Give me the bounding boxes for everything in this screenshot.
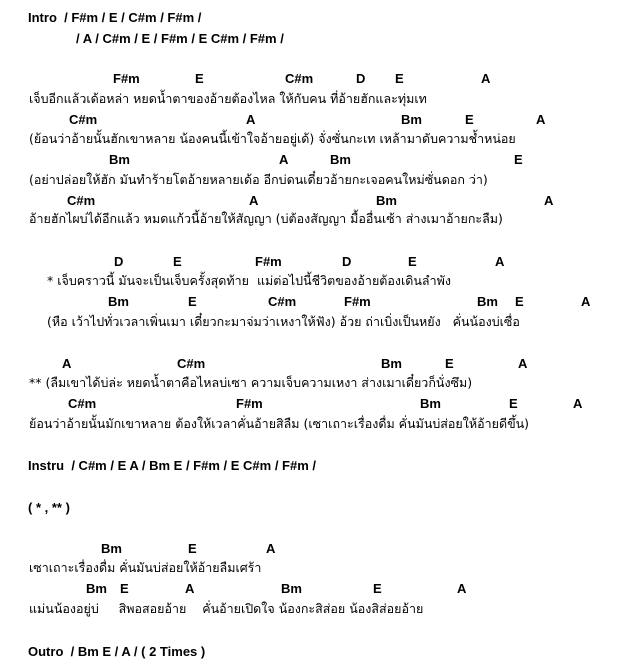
outro-line: Outro / Bm E / A / ( 2 Times ) [28, 644, 206, 659]
chord: A [266, 541, 276, 556]
chord: E [408, 254, 417, 269]
lyric-line: ย้อนว่าอ้ายนั้นมักเขาหลาย ต้องให้เวลาคั่นอ้ายสิลืม (เซาเถาะเรื่องดื่ม คั่นมันบ่ส่อยให้อ้ายดีขึ้น) [29, 416, 530, 431]
lyric-line: แม่นน้องอยู่บ่ สิพอสอยอ้าย คั่นอ้ายเปิดใจ น้องกะสิส่อย น้องสิส่อยอ้าย [29, 601, 424, 616]
lyric-line: เซาเถาะเรื่องดื่ม คั่นมันบ่ส่อยให้อ้ายลืมเศร้า [29, 560, 262, 575]
chord: Bm [281, 581, 302, 596]
chord: Bm [376, 193, 397, 208]
chord: F#m [255, 254, 282, 269]
chord: E [515, 294, 524, 309]
chord: A [457, 581, 467, 596]
chord: Bm [477, 294, 498, 309]
chord: C#m [268, 294, 297, 309]
lyric-line: (หือ เว้าไปทั่วเวลาเพิ่นเมา เดี๋ยวกะมาจ่มว่าเหงาให้ฟัง) อ้วย ถ่าเบิ่งเป็นหยัง คั่นน้องบ่เซื่อ [47, 314, 520, 329]
lyric-line: อ้ายฮักไผบ่ได้อีกแล้ว หมดแก้วนี้อ้ายให้สัญญา (บ่ต้องสัญญา มื้ออื่นเซ้า ส่างเมาอ้ายกะลืม) [29, 211, 503, 226]
lyric-line: (ย้อนว่าอ้ายนั้นฮักเขาหลาย น้องคนนี้เข้าใจอ้ายอยู่เด้) จั่งซั่นกะเท เหล้ามาดับความช้ำหน่อย [29, 131, 516, 146]
chord: E [395, 71, 404, 86]
chord: Bm [108, 294, 129, 309]
chord: Bm [420, 396, 441, 411]
chord: C#m [177, 356, 206, 371]
chord: A [249, 193, 259, 208]
chord: D [356, 71, 366, 86]
chord: Bm [101, 541, 122, 556]
chord: E [188, 294, 197, 309]
chord: E [120, 581, 129, 596]
chord: E [188, 541, 197, 556]
intro-line-2: / A / C#m / E / F#m / E C#m / F#m / [76, 31, 284, 46]
lyric-line: * เจ็บคราวนี้ มันจะเป็นเจ็บครั้งสุดท้าย แม่ต่อไปนี้ชีวิตของอ้ายต้องเดินลำพัง [47, 273, 451, 288]
chord: F#m [236, 396, 263, 411]
lyric-line: ** (ลืมเขาได้บ่ล่ะ หยดน้ำตาคือไหลบ่เซา ความเจ็บความเหงา ส่างเมาเดี๋ยวก็นั่งซึม) [29, 375, 473, 390]
chord: E [373, 581, 382, 596]
chord: A [536, 112, 546, 127]
chord: A [544, 193, 554, 208]
lyric-line: (อย่าปล่อยให้ฮัก มันทำร้ายโตอ้ายหลายเด้อ อีกบ่ดนเดี๋ยวอ้ายกะเจอคนใหม่ซั่นดอก ว่า) [29, 172, 488, 187]
chord: C#m [69, 112, 98, 127]
chord: C#m [68, 396, 97, 411]
chord: A [518, 356, 528, 371]
instru-line: Instru / C#m / E A / Bm E / F#m / E C#m / F#m / [28, 458, 316, 473]
chord: Bm [330, 152, 351, 167]
repeat-marker: ( * , ** ) [28, 500, 70, 515]
chord: E [195, 71, 204, 86]
chord: A [62, 356, 72, 371]
chord: C#m [285, 71, 314, 86]
chord: D [114, 254, 124, 269]
chord: A [581, 294, 591, 309]
chord: A [495, 254, 505, 269]
intro-line-1: Intro / F#m / E / C#m / F#m / [28, 10, 202, 25]
chord: D [342, 254, 352, 269]
chord: Bm [86, 581, 107, 596]
chord: E [173, 254, 182, 269]
chord: A [246, 112, 256, 127]
chord: Bm [109, 152, 130, 167]
chord: A [185, 581, 195, 596]
chord: A [279, 152, 289, 167]
chord: E [465, 112, 474, 127]
chord: C#m [67, 193, 96, 208]
lyric-line: เจ็บอีกแล้วเด้อหล่า หยดน้ำตาของอ้ายต้องไหล ให้กับคน ที่อ้ายฮักและทุ่มเท [29, 91, 427, 106]
chord: E [514, 152, 523, 167]
chord: A [481, 71, 491, 86]
chord: F#m [113, 71, 140, 86]
chord: A [573, 396, 583, 411]
chord: Bm [381, 356, 402, 371]
chord: F#m [344, 294, 371, 309]
chord: E [509, 396, 518, 411]
chord: E [445, 356, 454, 371]
chord: Bm [401, 112, 422, 127]
